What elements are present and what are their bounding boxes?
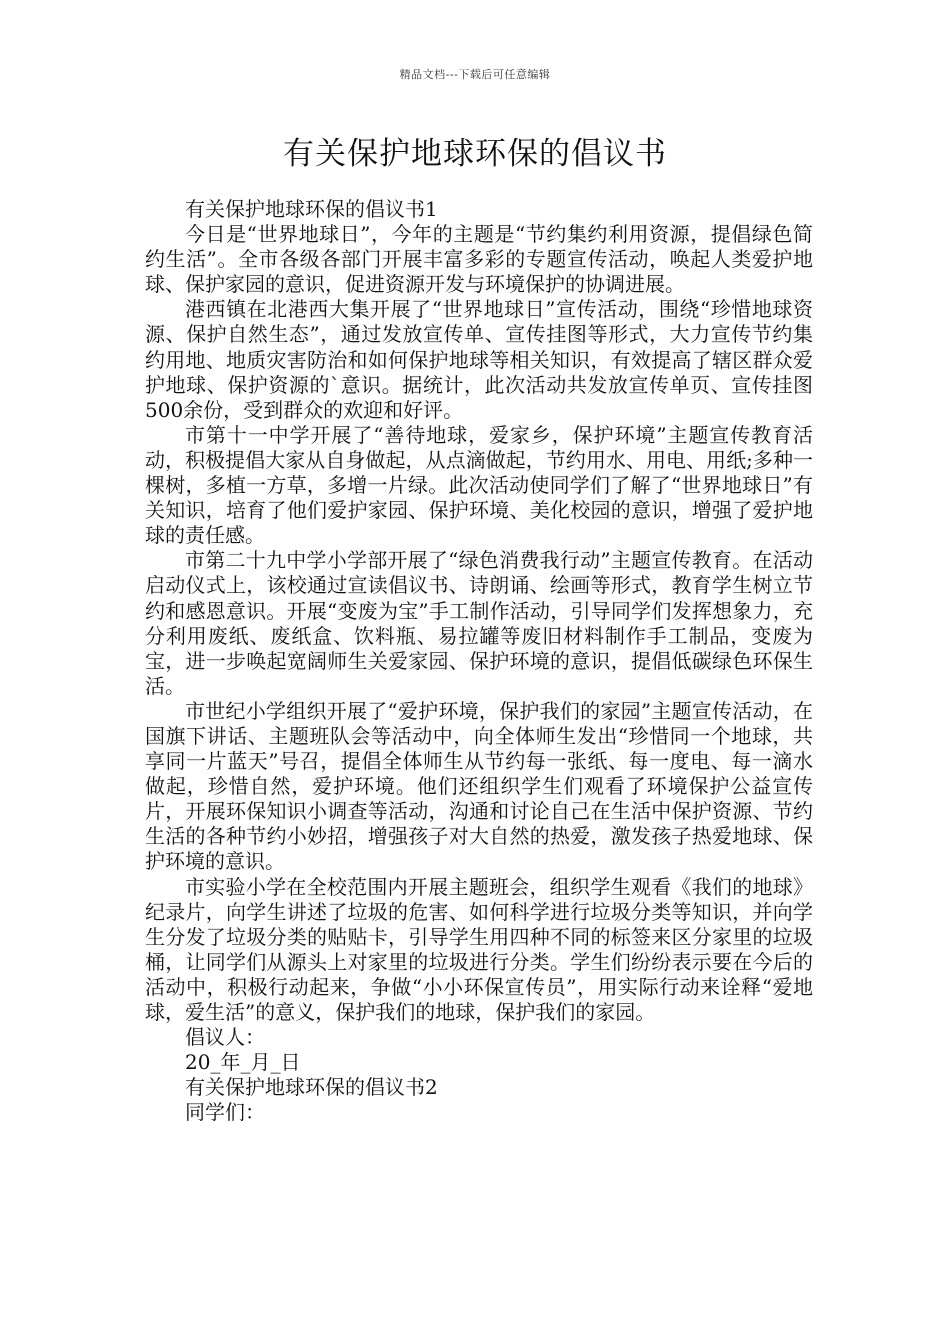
paragraph: 今日是“世界地球日”，今年的主题是“节约集约利用资源，提倡绿色简约生活”。全市各级各部门开展丰富多彩的专题宣传活动，唤起人类爱护地球、保护家园的意识，促进资源开发与环境保护的协调进展。 (145, 222, 813, 297)
paragraph: 市世纪小学组织开展了“爱护环境，保护我们的家园”主题宣传活动，在国旗下讲话、主题班队会等活动中，向全体师生发出“珍惜同一个地球，共享同一片蓝天”号召，提倡全体师生从节约每一张纸、每一度电、每一滴水做起，珍惜自然，爱护环境。他们还组织学生们观看了环境保护公益宣传片，开展环保知识小调查等活动，沟通和讨论自己在生活中保护资源、节约生活的各种节约小妙招，增强孩子对大自然的热爱，激发孩子热爱地球、保护环境的意识。 (145, 698, 813, 874)
section-heading-2: 有关保护地球环保的倡议书2 (185, 1075, 438, 1100)
paragraph: 市实验小学在全校范围内开展主题班会，组织学生观看《我们的地球》纪录片，向学生讲述了垃圾的危害、如何科学进行垃圾分类等知识，并向学生分发了垃圾分类的贴贴卡，引导学生用四种不同的标签来区分家里的垃圾桶，让同学们从源头上对家里的垃圾进行分类。学生们纷纷表示要在今后的活动中，积极行动起来，争做“小小环保宣传员”，用实际行动来诠释“爱地球，爱生活”的意义，保护我们的地球，保护我们的家园。 (145, 874, 813, 1024)
paragraph: 港西镇在北港西大集开展了“世界地球日”宣传活动，围绕“珍惜地球资源、保护自然生态”，通过发放宣传单、宣传挂图等形式，大力宣传节约集约用地、地质灾害防治和如何保护地球等相关知识，有效提高了辖区群众爱护地球、保护资源的`意识。据统计，此次活动共发放宣传单页、宣传挂图500余份，受到群众的欢迎和好评。 (145, 297, 813, 422)
salutation: 同学们： (185, 1100, 265, 1125)
document-title: 有关保护地球环保的倡议书 (283, 136, 667, 172)
header-note: 精品文档---下载后可任意编辑 (399, 68, 551, 81)
date-line: 20_年_月_日 (185, 1050, 301, 1075)
section-heading-1: 有关保护地球环保的倡议书1 (185, 197, 438, 221)
paragraph: 市第十一中学开展了“善待地球，爱家乡，保护环境”主题宣传教育活动，积极提倡大家从自身做起，从点滴做起，节约用水、用电、用纸;多种一棵树，多植一方草，多增一片绿。此次活动使同学们了解了“世界地球日”有关知识，培育了他们爱护家园、保护环境、美化校园的意识，增强了爱护地球的责任感。 (145, 422, 813, 548)
document-body (145, 197, 813, 1125)
signature-label: 倡议人： (185, 1025, 265, 1050)
paragraph: 市第二十九中学小学部开展了“绿色消费我行动”主题宣传教育。在活动启动仪式上，该校通过宣读倡议书、诗朗诵、绘画等形式，教育学生树立节约和感恩意识。开展“变废为宝”手工制作活动，引导同学们发挥想象力，充分利用废纸、废纸盒、饮料瓶、易拉罐等废旧材料制作手工制品，变废为宝，进一步唤起宽阔师生关爱家园、保护环境的意识，提倡低碳绿色环保生活。 (145, 548, 813, 698)
